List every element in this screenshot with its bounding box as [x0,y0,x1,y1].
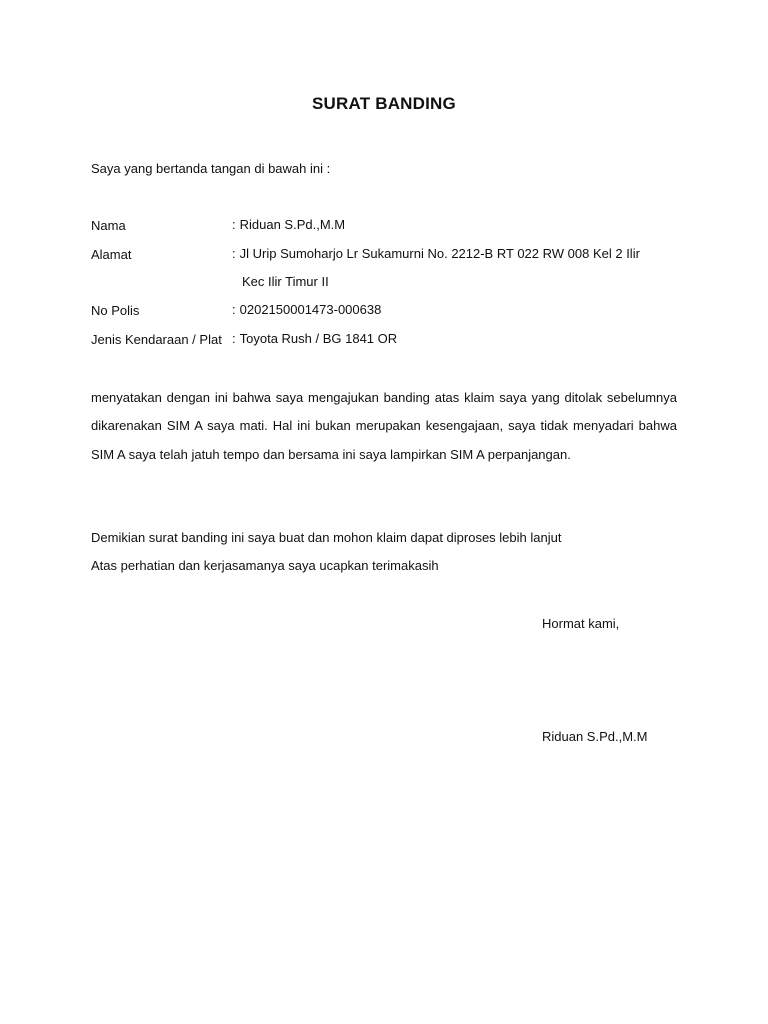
intro-text: Saya yang bertanda tangan di bawah ini : [91,161,331,176]
kendaraan-value: Toyota Rush / BG 1841 OR [239,331,398,346]
polis-value: 0202150001473-000638 [239,302,382,317]
closing-line-2: Atas perhatian dan kerjasamanya saya ucapkan terimakasih [91,558,439,573]
field-label-polis: No Polis [91,303,140,318]
colon: : [232,217,236,232]
closing-line-1: Demikian surat banding ini saya buat dan mohon klaim dapat diproses lebih lanjut [91,530,562,545]
field-label-alamat: Alamat [91,247,132,262]
field-value-polis [232,296,677,324]
colon: : [232,246,236,261]
field-label-kendaraan: Jenis Kendaraan / Plat [91,332,222,347]
alamat-value-line2: Kec Ilir Timur II [242,274,329,289]
signer-name: Riduan S.Pd.,M.M [542,729,648,744]
alamat-value-line1: Jl Urip Sumoharjo Lr Sukamurni No. 2212-B RT 022 RW 008 Kel 2 Ilir [239,246,640,261]
field-value-alamat [232,240,677,296]
salutation: Hormat kami, [542,616,620,631]
field-value-nama [232,211,677,239]
field-value-kendaraan [232,325,677,353]
field-label-nama: Nama [91,218,126,233]
colon: : [232,331,236,346]
nama-value: Riduan S.Pd.,M.M [239,217,346,232]
colon: : [232,302,236,317]
body-paragraph: menyatakan dengan ini bahwa saya mengajukan banding atas klaim saya yang ditolak sebelumnya dikarenakan SIM A saya mati. Hal ini bukan merupakan kesengajaan, saya tidak menyadari bahwa SIM A saya telah jatuh tempo dan bersama ini saya lampirkan SIM A perpanjangan. [91,390,677,462]
letter-title: SURAT BANDING [312,94,456,113]
